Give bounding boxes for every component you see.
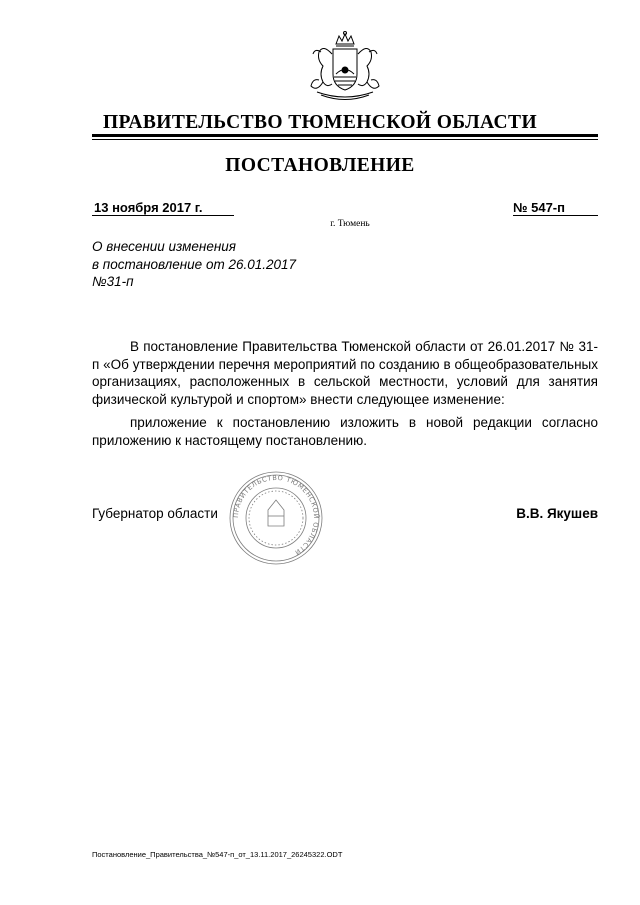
subject-line: №31-п [92, 274, 134, 289]
subject-line: О внесении изменения [92, 239, 237, 254]
document-body [92, 338, 598, 455]
government-title: ПРАВИТЕЛЬСТВО ТЮМЕНСКОЙ ОБЛАСТИ [102, 112, 538, 133]
body-paragraph: приложение к постановлению изложить в новой редакции согласно приложению к настоящему постановлению. [92, 415, 598, 448]
svg-text:ПРАВИТЕЛЬСТВО ТЮМЕНСКОЙ ОБЛАСТ [232, 474, 321, 557]
signatory-position: Губернатор области [92, 506, 218, 521]
subject-line: в постановление от 26.01.2017 [92, 256, 297, 272]
document-filename: Постановление_Правительства_№547-п_от_13.11.2017_26245322.ODT [92, 850, 343, 859]
header-divider-thick [92, 134, 598, 137]
document-subject [92, 238, 332, 291]
document-date: 13 ноября 2017 г. [92, 200, 234, 216]
stamp-text: ПРАВИТЕЛЬСТВО ТЮМЕНСКОЙ ОБЛАСТИ [231, 473, 321, 557]
document-type-title: ПОСТАНОВЛЕНИЕ [225, 155, 415, 176]
document-number: № 547-п [513, 200, 598, 216]
document-city: г. Тюмень [330, 219, 370, 229]
signatory-name: В.В. Якушев [516, 506, 598, 521]
official-seal-stamp-icon [228, 470, 324, 566]
body-paragraph: В постановление Правительства Тюменской области от 26.01.2017 № 31-п «Об утверждении перечня мероприятий по созданию в общеобразовательных организациях, расположенных в сельской местности, условий для занятия физической культурой и спортом» внести следующее изменение: [92, 339, 598, 407]
header-divider-thin [92, 139, 598, 140]
tyumen-region-coat-of-arms-icon [303, 30, 387, 102]
